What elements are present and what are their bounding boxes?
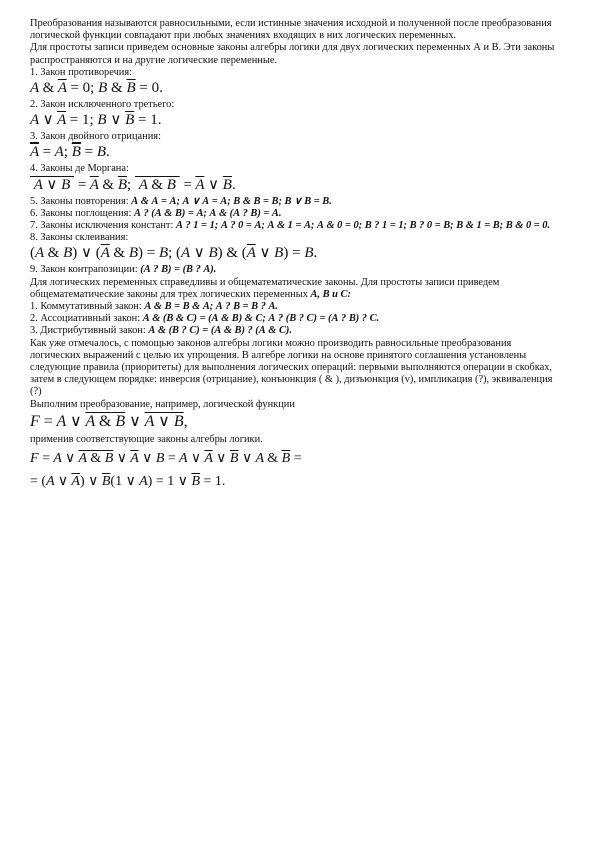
law-6-title: 6. Законы поглощения:: [30, 207, 132, 219]
law-4-title: 4. Законы де Моргана:: [30, 163, 129, 175]
general-law-2: [30, 313, 562, 325]
general-intro: [30, 277, 562, 301]
general-law-2-body: А & (В & С) = (А & В) & С; А ? (В ? С) = (А ? В) ? С.: [142, 313, 380, 325]
intro-paragraph-1: Преобразования называются равносильными, если истинные значения исходной и полученной после преобразования логической функции совпадают при любых значениях входящих в них логических переменных.: [30, 18, 552, 42]
general-law-1-title: 1. Коммутативный закон:: [30, 301, 142, 313]
law-8-title: 8. Законы склеивания:: [30, 232, 129, 244]
law-7-title: 7. Законы исключения констант:: [30, 220, 174, 232]
law-5-title: 5. Законы повторения:: [30, 195, 129, 207]
law-2-formula: A ∨ $\overline{A} = 1$; B ∨ $\overline{B} = 1$.: [30, 112, 162, 129]
law-1-formula: A & $\overline{A} = 0$; B & $\overline{B} = 0$.: [30, 80, 163, 97]
priority-paragraph: Как уже отмечалось, с помощью законов алгебры логики можно производить равносильные преобразования логических выражений с целью их упрощения. В алгебре логики на основе принятого соглашения установлены следующие правила (приоритеты) для выполнения логических операций: первыми выполняются операции в скобках, затем в следующем порядке: инверсия (отрицание), конъюнкция ( & ), дизъюнкция (v), импликация (?), эквиваленция (?): [30, 337, 553, 398]
law-8-formula: (A & B) ∨ ($\overline{A}$ & B) = B; (A ∨ B) & ($\overline{A}$ ∨ B) = B.: [30, 245, 318, 262]
law-9: [30, 264, 562, 276]
general-law-3-title: 3. Дистрибутивный закон:: [30, 325, 146, 337]
general-vars: А, В и С:: [310, 288, 351, 300]
example-lead: Выполним преобразование, например, логической функции: [30, 398, 295, 410]
general-law-3-body: А & (В ? С) = (А & В) ? (А & С).: [148, 325, 292, 337]
general-law-1-body: А & В = В & А; А ? В = В ? А.: [144, 301, 279, 313]
law-9-body: (А ? В) = (В ? А).: [140, 264, 217, 276]
general-law-2-title: 2. Ассоциативный закон:: [30, 313, 141, 325]
law-1-title: 1. Закон противоречия:: [30, 66, 133, 78]
law-4-formula: A ∨ $B = \overline{A}$ & $\overline{B}$; A & $B = \overline{A}$ ∨ $\overline{B}$.: [30, 176, 236, 193]
example-after: применив соответствующие законы алгебры логики.: [30, 433, 263, 445]
law-2-title: 2. Закон исключенного третьего:: [30, 99, 175, 111]
example-formula: F = A ∨ A & B ∨ A ∨ B,: [30, 412, 188, 430]
law-3-title: 3. Закон двойного отрицания:: [30, 131, 161, 143]
law-3-formula: $\overline{A} = A$; $\overline{B} = B$.: [30, 144, 110, 161]
law-5-body: А & А = А; А ∨ А = А; В & В = В; В ∨ В = В.: [131, 195, 332, 207]
general-intro-text: Для логических переменных справедливы и общематематические законы. Для простоты записи приведем общематематические законы для трех логических переменных: [30, 276, 500, 300]
general-law-1: [30, 301, 562, 313]
law-7-body: А ? 1 = 1; А ? 0 = А; А & 1 = А; А & 0 = 0; В ? 1 = 1; В ? 0 = В; В & 1 = В; В & 0 = 0.: [175, 220, 551, 232]
document-page: [30, 18, 562, 492]
law-6: [30, 208, 562, 220]
law-5: [30, 196, 562, 208]
general-law-3: [30, 325, 562, 337]
example-line-2: = (A ∨ $\overline{A}$) ∨ $\overline{B}(1$ ∨ A) = 1 ∨ $\overline{B} = 1$.: [30, 474, 226, 490]
example-line-1: F = A ∨ A & B ∨ $\overline{A}$ ∨ B = A ∨ $\overline{A}$ ∨ $\overline{B}$ ∨ A & $\overline{B}$ =: [30, 451, 302, 467]
intro-paragraph-2: Для простоты записи приведем основные законы алгебры логики для двух логических переменных А и В. Эти законы распространяются и на другие логические переменные.: [30, 42, 555, 66]
law-9-title: 9. Закон контрапозиции:: [30, 264, 138, 276]
law-7: [30, 220, 562, 232]
law-6-body: А ? (А & В) = А; А & (А ? В) = А.: [133, 207, 282, 219]
